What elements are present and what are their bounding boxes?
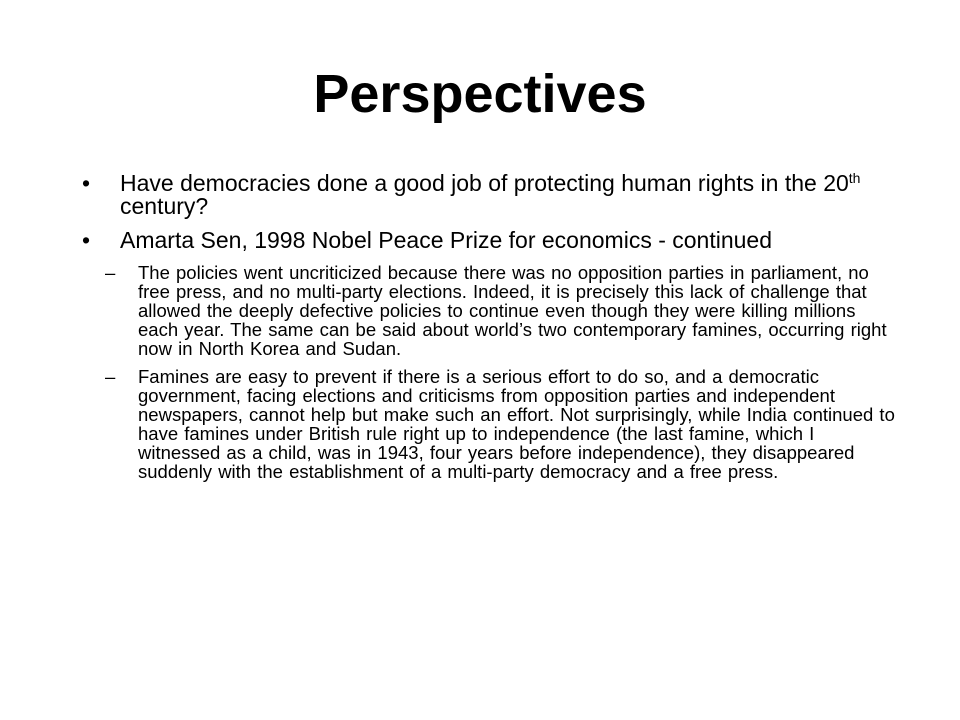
bullet-text: Amarta Sen, 1998 Nobel Peace Prize for economics - continued xyxy=(120,227,773,253)
sub-bullet-marker: – xyxy=(105,262,116,283)
superscript: th xyxy=(848,170,861,186)
bullet-text: Have democracies done a good job of protecting human rights in the 20th century? xyxy=(120,170,861,219)
sub-bullet-list xyxy=(78,263,898,481)
sub-bullet-text: The policies went uncriticized because there was no opposition parties in parliament, no free press, and no multi-party elections. Indeed, it is precisely this lack of challenge that allowed the deeply defective policies to continue even though they were killing millions each year. The same can be said about world’s two contemporary famines, occurring right now in North Korea and Sudan. xyxy=(138,262,887,359)
sub-bullet-text: Famines are easy to prevent if there is a serious effort to do so, and a democratic government, facing elections and criticisms from opposition parties and independent newspapers, cannot help but make such an effort. Not surprisingly, while India continued to have famines under British rule right up to independence (the last famine, which I witnessed as a child, was in 1943, four years before independence), they disappeared suddenly with the establishment of a multi-party democracy and a free press. xyxy=(138,366,895,482)
slide-content xyxy=(78,172,898,490)
bullet-marker: • xyxy=(82,170,91,196)
sub-bullet-item xyxy=(78,263,898,358)
slide-title: Perspectives xyxy=(313,64,647,124)
bullet-item xyxy=(78,229,898,252)
sub-bullet-marker: – xyxy=(105,366,116,387)
bullet-item xyxy=(78,172,898,218)
bullet-marker: • xyxy=(82,227,91,253)
sub-bullet-item xyxy=(78,367,898,481)
